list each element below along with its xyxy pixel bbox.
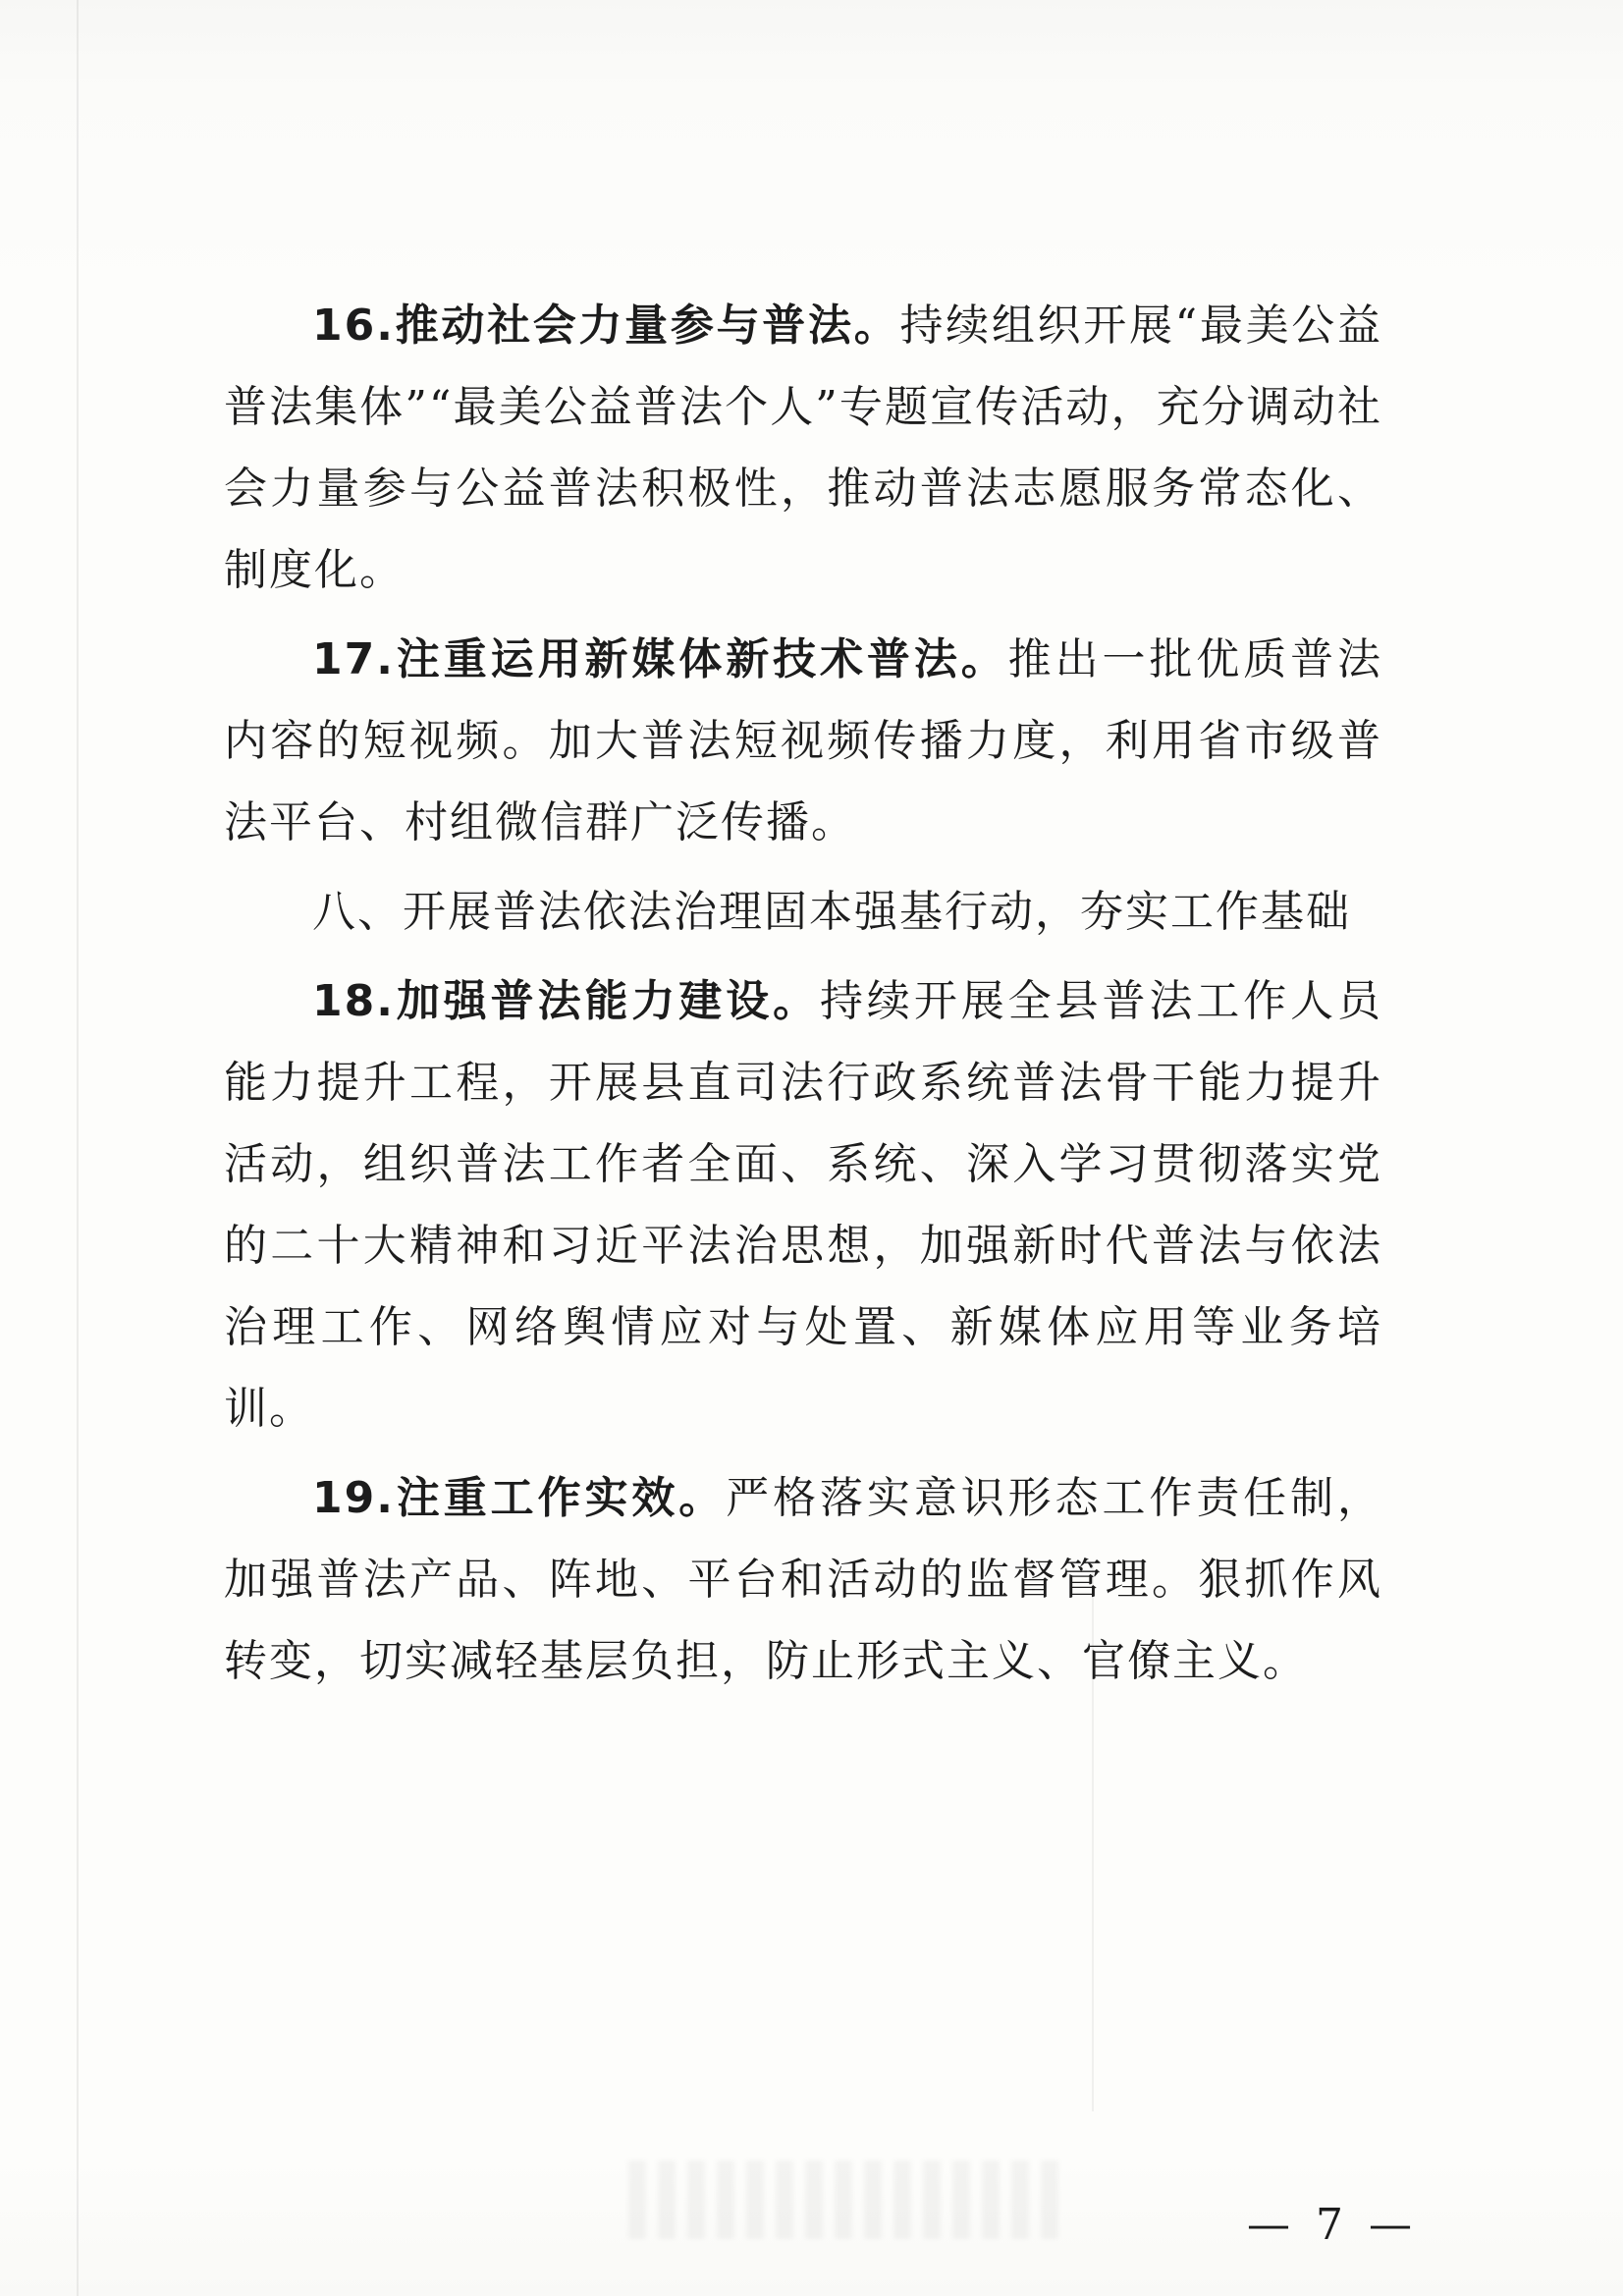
bleed-through-mark (628, 2160, 1060, 2239)
paragraph-body: 严格落实意识形态工作责任制，加强普法产品、阵地、平台和活动的监督管理。狠抓作风转变，切实减轻基层负担，防止形式主义、官僚主义。 (224, 1473, 1382, 1686)
paragraph-lead: 19.注重工作实效。 (312, 1473, 727, 1523)
paragraph-lead: 17.注重运用新媒体新技术普法。 (312, 634, 1008, 684)
paragraph-lead: 16.推动社会力量参与普法。 (312, 301, 900, 351)
paragraph-item-17 (224, 619, 1382, 863)
section-heading: 八、开展普法依法治理固本强基行动，夯实工作基础 (312, 887, 1351, 937)
scan-edge-left (77, 0, 79, 2296)
page-number: — 7 — (1247, 2200, 1418, 2250)
paragraph-item-19 (224, 1457, 1382, 1702)
paragraph-item-18 (224, 960, 1382, 1449)
paragraph-item-16 (224, 285, 1382, 611)
paragraph-body: 持续组织开展“最美公益普法集体”“最美公益普法个人”专题宣传活动，充分调动社会力量参与公益普法积极性，推动普法志愿服务常态化、制度化。 (224, 301, 1382, 595)
document-body (224, 285, 1382, 1702)
paragraph-body: 持续开展全县普法工作人员能力提升工程，开展县直司法行政系统普法骨干能力提升活动，组织普法工作者全面、系统、深入学习贯彻落实党的二十大精神和习近平法治思想，加强新时代普法与依法治理工作、网络舆情应对与处置、新媒体应用等业务培训。 (224, 976, 1382, 1434)
paragraph-lead: 18.加强普法能力建设。 (312, 976, 821, 1026)
paragraph-body: 推出一批优质普法内容的短视频。加大普法短视频传播力度，利用省市级普法平台、村组微信群广泛传播。 (224, 634, 1383, 847)
